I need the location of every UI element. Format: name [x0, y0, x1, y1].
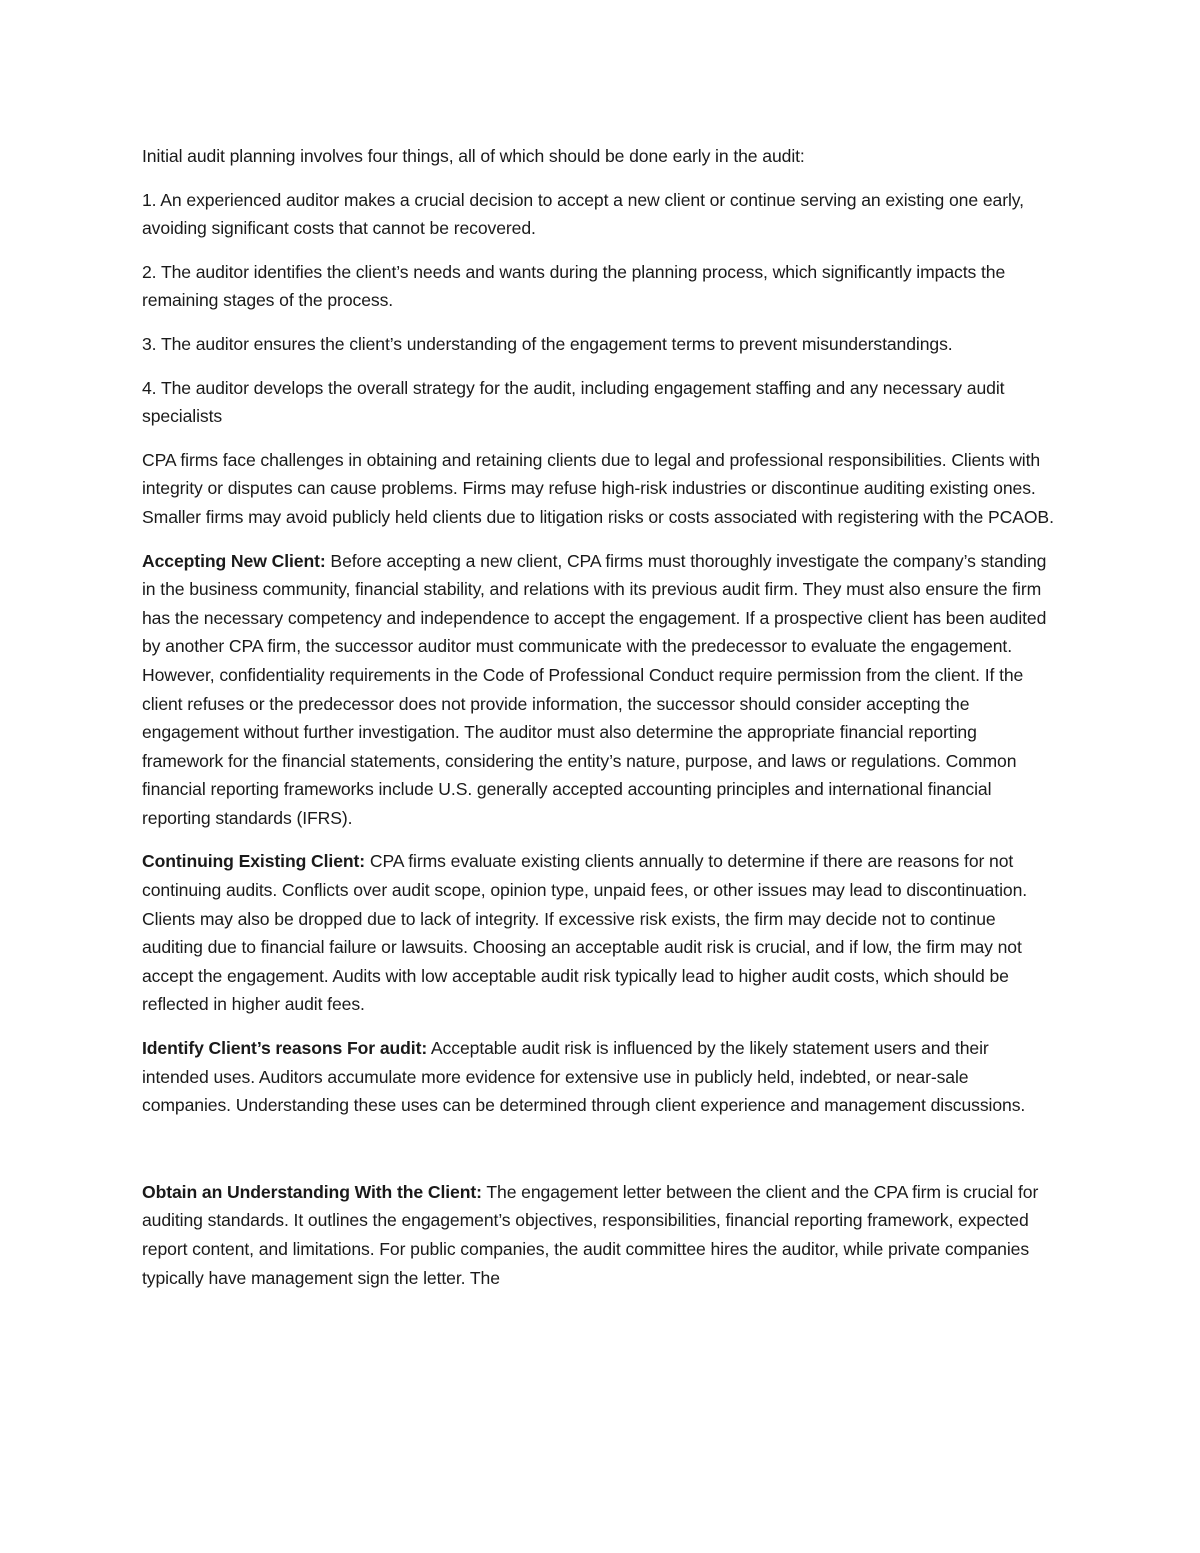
section-heading: Accepting New Client: — [142, 550, 326, 571]
intro-paragraph: Initial audit planning involves four things, all of which should be done early in the audit: — [142, 146, 805, 166]
list-item-step-4: 4. The auditor develops the overall strategy for the audit, including engagement staffing and any necessary audit specialists — [142, 377, 1005, 427]
cpa-challenges-paragraph: CPA firms face challenges in obtaining and retaining clients due to legal and professional responsibilities. Clients with integrity or disputes can cause problems. Firms may refuse high-risk industries or discontinue auditing existing ones. Smaller firms may avoid publicly held clients due to litigation risks or costs associated with registering with the PCAOB. — [142, 449, 1054, 527]
document-body — [142, 142, 1060, 1307]
section-body: Before accepting a new client, CPA firms must thoroughly investigate the company’s standing in the business community, financial stability, and relations with its previous audit firm. They must also ensure the firm has the necessary competency and independence to accept the engagement. If a prospective client has been audited by another CPA firm, the successor auditor must communicate with the predecessor to evaluate the engagement. However, confidentiality requirements in the Code of Professional Conduct require permission from the client. If the client refuses or the predecessor does not provide information, the successor should consider accepting the engagement without further investigation. The auditor must also determine the appropriate financial reporting framework for the financial statements, considering the entity’s nature, purpose, and laws or regulations. Common financial reporting frameworks include U.S. generally accepted accounting principles and international financial reporting standards (IFRS). — [142, 550, 1047, 828]
section-heading: Continuing Existing Client: — [142, 851, 366, 872]
section-obtain-understanding — [142, 1178, 1060, 1292]
section-heading: Obtain an Understanding With the Client: — [142, 1181, 482, 1202]
section-body: The engagement letter between the client and the CPA firm is crucial for auditing standards. It outlines the engagement’s objectives, responsibilities, financial reporting framework, expected report content, and limitations. For public companies, the audit committee hires the auditor, while private companies typically have management sign the letter. The — [142, 1181, 1039, 1288]
section-heading: Identify Client’s reasons For audit: — [142, 1038, 428, 1059]
section-body: CPA firms evaluate existing clients annually to determine if there are reasons for not continuing audits. Conflicts over audit scope, opinion type, unpaid fees, or other issues may lead to discontinuation. Clients may also be dropped due to lack of integrity. If excessive risk exists, the firm may decide not to continue auditing due to financial failure or lawsuits. Choosing an acceptable audit risk is crucial, and if low, the firm may not accept the engagement. Audits with low acceptable audit risk typically lead to higher audit costs, which should be reflected in higher audit fees. — [142, 851, 1028, 1015]
section-continuing-existing-client — [142, 847, 1060, 1019]
list-item-step-3: 3. The auditor ensures the client’s understanding of the engagement terms to prevent misunderstandings. — [142, 333, 953, 354]
section-identify-client-reasons — [142, 1034, 1060, 1120]
section-accepting-new-client — [142, 547, 1060, 833]
list-item-step-2: 2. The auditor identifies the client’s needs and wants during the planning process, which significantly impacts the remaining stages of the process. — [142, 261, 1006, 311]
list-item-step-1: 1. An experienced auditor makes a crucial decision to accept a new client or continue serving an existing one early, avoiding significant costs that cannot be recovered. — [142, 189, 1024, 239]
section-body: Acceptable audit risk is influenced by the likely statement users and their intended uses. Auditors accumulate more evidence for extensive use in publicly held, indebted, or near-sale companies. Understanding these uses can be determined through client experience and management discussions. — [142, 1038, 1026, 1116]
